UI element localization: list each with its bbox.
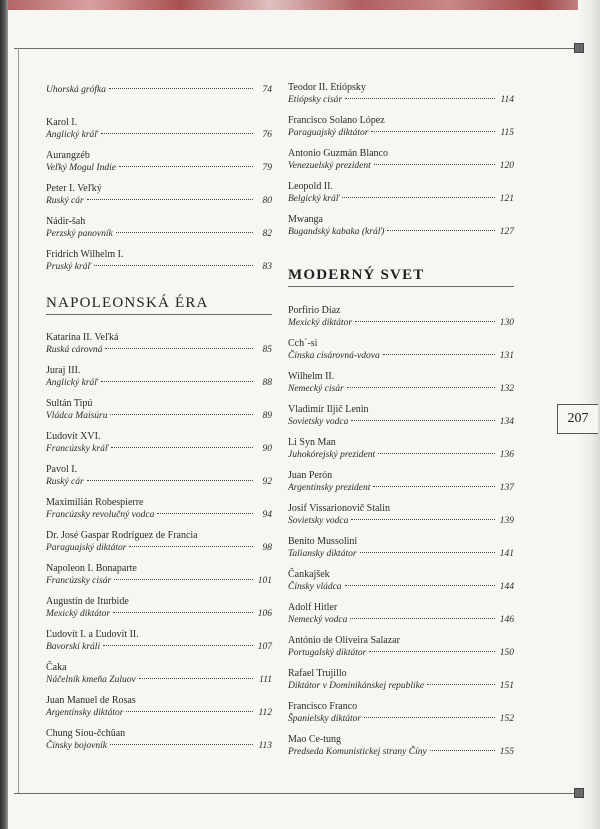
toc-entry	[288, 701, 514, 725]
entry-name: Fridrich Wilhelm I.	[46, 249, 124, 260]
leader-dots	[113, 612, 253, 613]
entry-page-number: 89	[262, 411, 272, 421]
entry-page-number: 152	[499, 714, 514, 724]
leader-dots	[350, 618, 495, 619]
entry-page-number: 74	[262, 85, 272, 95]
leader-dots	[360, 552, 495, 553]
entry-title-line	[46, 129, 272, 141]
entry-name: António de Oliveira Salazar	[288, 635, 400, 646]
entry-name: Pavol I.	[46, 464, 78, 475]
toc-entry	[288, 437, 514, 461]
entry-title-line	[288, 713, 514, 725]
toc-entry	[288, 338, 514, 362]
entry-title: Čínsky bojovník	[46, 741, 107, 751]
entry-title-line	[46, 476, 272, 488]
entry-page-number: 88	[262, 378, 272, 388]
entry-page-number: 107	[257, 642, 272, 652]
leader-dots	[116, 232, 253, 233]
entry-title-line	[46, 344, 272, 356]
leader-dots	[373, 486, 495, 487]
entry-title: Sovietsky vodca	[288, 417, 349, 427]
page-number-tab: 207	[557, 404, 598, 434]
toc-entry	[288, 734, 514, 758]
leader-dots	[157, 513, 253, 514]
entry-title-line	[288, 482, 514, 494]
toc-entry	[46, 563, 272, 587]
leader-dots	[119, 166, 253, 167]
binding-edge	[0, 0, 8, 829]
entry-title-line	[46, 377, 272, 389]
entry-title: Čínska cisárovná-vdova	[288, 351, 380, 361]
toc-entry	[288, 115, 514, 139]
entry-name: Juraj III.	[46, 365, 81, 376]
toc-entry	[46, 497, 272, 521]
entry-name: Katarína II. Veľká	[46, 332, 119, 343]
entry-title-line	[46, 162, 272, 174]
entry-page-number: 132	[499, 384, 514, 394]
entry-page-number: 130	[499, 318, 514, 328]
entry-title-line	[288, 581, 514, 593]
entry-title-line	[288, 416, 514, 428]
entry-title: Paraguajský diktátor	[288, 128, 369, 138]
entry-title: Nemecký cisár	[288, 384, 344, 394]
leader-dots	[126, 711, 253, 712]
entry-title-line	[288, 317, 514, 329]
entry-name: Porfirio Díaz	[288, 305, 341, 316]
entry-title: Ruský cár	[46, 196, 84, 206]
leader-dots	[342, 197, 495, 198]
entry-page-number: 150	[499, 648, 514, 658]
toc-entry	[46, 332, 272, 356]
entry-title: Predseda Komunistickej strany Číny	[288, 747, 427, 757]
entry-name: Antonio Guzmán Blanco	[288, 148, 388, 159]
entry-title: Pruský kráľ	[46, 262, 91, 272]
entry-title-line	[288, 680, 514, 692]
entry-title-line	[46, 542, 272, 554]
toc-entry	[288, 668, 514, 692]
toc-entry	[288, 470, 514, 494]
entry-page-number: 141	[499, 549, 514, 559]
leader-dots	[378, 453, 495, 454]
toc-entry	[288, 214, 514, 238]
left-rule	[18, 48, 19, 793]
entry-page-number: 144	[499, 582, 514, 592]
entry-title-line	[46, 641, 272, 653]
entry-name: Teodor II. Etiópsky	[288, 82, 366, 93]
entry-page-number: 146	[499, 615, 514, 625]
toc-entry	[46, 530, 272, 554]
leader-dots	[371, 131, 495, 132]
entry-title-line	[46, 575, 272, 587]
entry-title: Španielsky diktátor	[288, 714, 362, 724]
entry-title-line	[46, 261, 272, 273]
entry-page-number: 120	[499, 161, 514, 171]
leader-dots	[111, 447, 253, 448]
entry-page-number: 79	[262, 163, 272, 173]
toc-entry	[46, 629, 272, 653]
toc-entry	[288, 635, 514, 659]
toc-entry	[46, 84, 272, 96]
entry-page-number: 127	[499, 227, 514, 237]
toc-entry	[288, 569, 514, 593]
entry-page-number: 139	[499, 516, 514, 526]
entry-title: Perzský panovník	[46, 229, 113, 239]
entry-title: Argentínsky diktátor	[46, 708, 124, 718]
entry-title: Francúzsky kráľ	[46, 444, 109, 454]
entry-title-line	[288, 350, 514, 362]
entry-title: Belgický kráľ	[288, 194, 340, 204]
entry-title: Ruský cár	[46, 477, 84, 487]
entry-title: Etiópsky cisár	[288, 95, 343, 105]
entry-page-number: 114	[500, 95, 514, 105]
entry-title-line	[288, 515, 514, 527]
toc-entry	[288, 602, 514, 626]
entry-title: Venezuelský prezident	[288, 161, 371, 171]
entry-name: Ľudovít XVI.	[46, 431, 101, 442]
entry-title-line	[46, 509, 272, 521]
corner-mark-bottom	[574, 788, 584, 798]
entry-title-line	[288, 449, 514, 461]
leader-dots	[351, 420, 495, 421]
leader-dots	[345, 98, 495, 99]
toc-entry	[288, 371, 514, 395]
entry-page-number: 155	[499, 747, 514, 757]
toc-entry	[46, 728, 272, 752]
entry-page-number: 98	[262, 543, 272, 553]
entry-title-line	[46, 674, 272, 686]
leader-dots	[345, 585, 495, 586]
top-photo-strip	[0, 0, 600, 10]
entry-page-number: 131	[499, 351, 514, 361]
entry-name: Sultán Tipú	[46, 398, 93, 409]
entry-name: Napoleon I. Bonaparte	[46, 563, 137, 574]
entry-title: Argentínsky prezident	[288, 483, 371, 493]
leader-dots	[383, 354, 495, 355]
entry-title: Paraguajský diktátor	[46, 543, 127, 553]
entry-page-number: 137	[499, 483, 514, 493]
entry-page-number: 83	[262, 262, 272, 272]
entry-name: Karol I.	[46, 117, 78, 128]
leader-dots	[101, 381, 253, 382]
entry-name: Nádir-šah	[46, 216, 86, 227]
entry-name: Juan Manuel de Rosas	[46, 695, 136, 706]
entry-title-line	[288, 226, 514, 238]
toc-entry	[288, 503, 514, 527]
toc-entry	[46, 365, 272, 389]
bottom-rule	[14, 793, 580, 794]
entry-name: Čankajšek	[288, 569, 330, 580]
entry-name: Leopold II.	[288, 181, 333, 192]
leader-dots	[109, 88, 253, 89]
leader-dots	[374, 164, 495, 165]
entry-title: Bugandský kabaka (kráľ)	[288, 227, 385, 237]
entry-title: Mexický diktátor	[288, 318, 353, 328]
entry-name: Čaka	[46, 662, 67, 673]
entry-name: Ľudovít I. a Ľudovít II.	[46, 629, 139, 640]
leader-dots	[139, 678, 253, 679]
section-heading: NAPOLEONSKÁ ÉRA	[46, 295, 272, 315]
entry-page-number: 151	[499, 681, 514, 691]
entry-name: Juan Perón	[288, 470, 333, 481]
entry-title-line	[46, 410, 272, 422]
corner-mark-top	[574, 43, 584, 53]
toc-entry	[46, 596, 272, 620]
entry-title-line	[288, 548, 514, 560]
entry-title: Ruská cárovná	[46, 345, 103, 355]
toc-entry	[46, 216, 272, 240]
leader-dots	[101, 133, 253, 134]
entry-name: Aurangzéb	[46, 150, 90, 161]
leader-dots	[129, 546, 253, 547]
entry-title: Veľký Mogul Indie	[46, 163, 116, 173]
toc-entry	[46, 431, 272, 455]
toc-entry	[288, 148, 514, 172]
entry-name: Chung Siou-čchüan	[46, 728, 126, 739]
toc-entry	[46, 150, 272, 174]
leader-dots	[103, 645, 253, 646]
entry-title: Francúzsky cisár	[46, 576, 112, 586]
entry-title-line	[46, 707, 272, 719]
entry-page-number: 113	[258, 741, 272, 751]
section-heading: MODERNÝ SVET	[288, 267, 514, 287]
entry-title: Anglický kráľ	[46, 130, 98, 140]
entry-title-line	[288, 127, 514, 139]
leader-dots	[87, 199, 253, 200]
entry-title-line	[288, 193, 514, 205]
leader-dots	[105, 348, 253, 349]
toc-entry	[288, 305, 514, 329]
entry-title: Taliansky diktátor	[288, 549, 357, 559]
entry-title: Juhokórejský prezident	[288, 450, 376, 460]
toc-entry	[46, 183, 272, 207]
entry-name: Maximilián Robespierre	[46, 497, 144, 508]
entry-page-number: 76	[262, 130, 272, 140]
leader-dots	[347, 387, 495, 388]
entry-page-number: 85	[262, 345, 272, 355]
toc-entry	[46, 249, 272, 273]
entry-title-line	[46, 740, 272, 752]
entry-page-number: 106	[257, 609, 272, 619]
entry-name: Li Syn Man	[288, 437, 336, 448]
entry-title: Sovietsky vodca	[288, 516, 349, 526]
entry-page-number: 134	[499, 417, 514, 427]
entry-name: Francisco Franco	[288, 701, 358, 712]
entry-name: Wilhelm II.	[288, 371, 335, 382]
entry-name: Cch´-si	[288, 338, 318, 349]
leader-dots	[430, 750, 495, 751]
entry-title-line	[288, 160, 514, 172]
entry-page-number: 121	[499, 194, 514, 204]
leader-dots	[114, 579, 253, 580]
entry-page-number: 94	[262, 510, 272, 520]
entry-name: Josif Vissarionovič Stalin	[288, 503, 390, 514]
toc-entry	[46, 398, 272, 422]
leader-dots	[364, 717, 495, 718]
entry-page-number: 111	[259, 675, 272, 685]
leader-dots	[87, 480, 253, 481]
leader-dots	[369, 651, 495, 652]
entry-title: Mexický diktátor	[46, 609, 111, 619]
toc-entry	[288, 181, 514, 205]
entry-name: Vladimír Iljič Lenin	[288, 404, 369, 415]
entry-title: Diktátor v Dominikánskej republike	[288, 681, 425, 691]
entry-name: Adolf Hitler	[288, 602, 338, 613]
entry-title-line	[288, 614, 514, 626]
entry-title-line	[288, 647, 514, 659]
entry-title-line	[46, 228, 272, 240]
entry-name: Mwanga	[288, 214, 323, 225]
top-rule	[14, 48, 580, 49]
entry-title: Anglický kráľ	[46, 378, 98, 388]
entry-page-number: 92	[262, 477, 272, 487]
entry-name: Dr. José Gaspar Rodríguez de Francia	[46, 530, 198, 541]
leader-dots	[355, 321, 495, 322]
toc-entry	[46, 117, 272, 141]
entry-page-number: 90	[262, 444, 272, 454]
leader-dots	[110, 414, 253, 415]
entry-name: Mao Ce-tung	[288, 734, 342, 745]
entry-title: Uhorská grófka	[46, 85, 106, 95]
toc-entry	[288, 404, 514, 428]
leader-dots	[387, 230, 495, 231]
toc-entry	[46, 464, 272, 488]
entry-title-line	[46, 84, 272, 96]
leader-dots	[351, 519, 495, 520]
entry-page-number: 82	[262, 229, 272, 239]
entry-title: Vládca Maisúru	[46, 411, 108, 421]
entry-page-number: 80	[262, 196, 272, 206]
entry-title: Čínsky vládca	[288, 582, 342, 592]
entry-name: Rafael Trujillo	[288, 668, 347, 679]
entry-title: Bavorskí králi	[46, 642, 101, 652]
leader-dots	[110, 744, 253, 745]
entry-page-number: 101	[257, 576, 272, 586]
toc-entry	[46, 662, 272, 686]
entry-title-line	[46, 195, 272, 207]
entry-title-line	[288, 94, 514, 106]
toc-entry	[46, 695, 272, 719]
entry-title-line	[46, 608, 272, 620]
toc-entry	[288, 82, 514, 106]
entry-name: Peter I. Veľký	[46, 183, 102, 194]
toc-entry	[288, 536, 514, 560]
entry-title: Portugalský diktátor	[288, 648, 367, 658]
entry-page-number: 136	[499, 450, 514, 460]
entry-title-line	[46, 443, 272, 455]
entry-title: Náčelník kmeňa Zuluov	[46, 675, 136, 685]
entry-title-line	[288, 383, 514, 395]
entry-page-number: 115	[500, 128, 514, 138]
entry-page-number: 112	[258, 708, 272, 718]
leader-dots	[94, 265, 253, 266]
entry-name: Francisco Solano López	[288, 115, 385, 126]
entry-name: Augustín de Iturbide	[46, 596, 129, 607]
entry-title: Nemecký vodca	[288, 615, 348, 625]
entry-title-line	[288, 746, 514, 758]
entry-name: Benito Mussolini	[288, 536, 358, 547]
leader-dots	[427, 684, 495, 685]
entry-title: Francúzsky revolučný vodca	[46, 510, 155, 520]
